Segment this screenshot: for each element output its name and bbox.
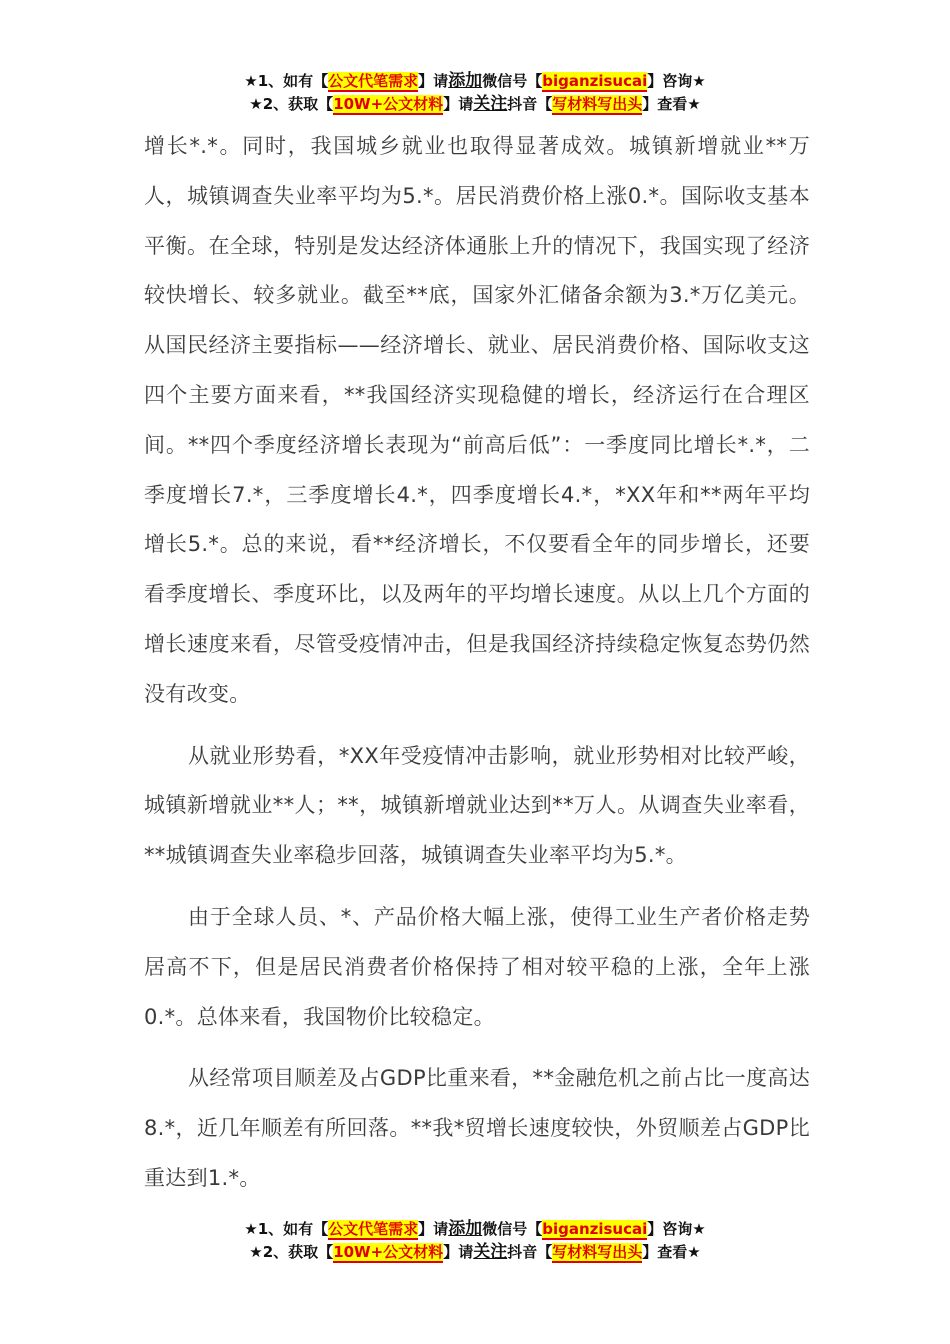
banner-line-2 bbox=[0, 93, 950, 116]
paragraph-3: 由于全球人员、*、产品价格大幅上涨，使得工业生产者价格走势居高不下，但是居民消费者价格保持了相对较平稳的上涨，全年上涨0.*。总体来看，我国物价比较稳定。 bbox=[144, 904, 810, 1029]
banner-text: 】请 bbox=[418, 1220, 449, 1238]
banner-emphasis: 添加 bbox=[448, 71, 483, 91]
banner-text: 】请 bbox=[418, 72, 449, 90]
paragraph-1: 增长*.*。同时，我国城乡就业也取得显著成效。城镇新增就业**万人，城镇调查失业率平均为5.*。居民消费价格上涨0.*。国际收支基本平衡。在全球，特别是发达经济体通胀上升的情况下，我国实现了经济较快增长、较多就业。截至**底，国家外汇储备余额为3.*万亿美元。从国民经济主要指标——经济增长、就业、居民消费价格、国际收支这四个主要方面来看，**我国经济实现稳健的增长，经济运行在合理区间。**四个季度经济增长表现为“前高后低”：一季度同比增长*.*，二季度增长7.*，三季度增长4.*，四季度增长4.*，*XX年和**两年平均增长5.*。总的来说，看**经济增长，不仅要看全年的同步增长，还要看季度增长、季度环比，以及两年的平均增长速度。从以上几个方面的增长速度来看，尽管受疫情冲击，但是我国经济持续稳定恢复态势仍然没有改变。 bbox=[144, 134, 810, 706]
banner-text: ★1、如有【 bbox=[244, 72, 329, 90]
paragraph-4: 从经常项目顺差及占GDP比重来看，**金融危机之前占比一度高达8.*，近几年顺差有所回落。**我*贸增长速度较快，外贸顺差占GDP比重达到1.*。 bbox=[144, 1066, 810, 1190]
highlight-service: 公文代笔需求 bbox=[328, 1220, 419, 1238]
banner-text: ★1、如有【 bbox=[244, 1220, 329, 1238]
highlight-wechat-id: biganzisucai bbox=[542, 72, 648, 90]
highlight-materials: 10W+公文材料 bbox=[333, 1243, 444, 1261]
banner-emphasis: 添加 bbox=[448, 1219, 483, 1239]
banner-emphasis: 关注 bbox=[473, 94, 508, 114]
highlight-service: 公文代笔需求 bbox=[328, 72, 419, 90]
banner-emphasis: 关注 bbox=[473, 1242, 508, 1262]
banner-text: 】咨询★ bbox=[647, 1220, 706, 1238]
banner-text: ★2、获取【 bbox=[249, 1243, 334, 1261]
banner-text: 】请 bbox=[443, 95, 474, 113]
banner-text: ★2、获取【 bbox=[249, 95, 334, 113]
highlight-materials: 10W+公文材料 bbox=[333, 95, 444, 113]
banner-text: 抖音【 bbox=[507, 95, 553, 113]
banner-line-1 bbox=[0, 1218, 950, 1241]
banner-line-1 bbox=[0, 70, 950, 93]
paragraph-2: 从就业形势看，*XX年受疫情冲击影响，就业形势相对比较严峻，城镇新增就业**人；**，城镇新增就业达到**万人。从调查失业率看，**城镇调查失业率稳步回落，城镇调查失业率平均为5.*。 bbox=[144, 743, 810, 868]
highlight-wechat-id: biganzisucai bbox=[542, 1220, 648, 1238]
banner-text: 抖音【 bbox=[507, 1243, 553, 1261]
banner-text: 】请 bbox=[443, 1243, 474, 1261]
banner-text: 】咨询★ bbox=[647, 72, 706, 90]
banner-line-2 bbox=[0, 1241, 950, 1264]
banner-text: 微信号【 bbox=[482, 1220, 543, 1238]
highlight-douyin: 写材料写出头 bbox=[552, 1243, 643, 1261]
banner-text: 】查看★ bbox=[642, 95, 701, 113]
footer-banner bbox=[0, 1218, 950, 1264]
banner-text: 微信号【 bbox=[482, 72, 543, 90]
document-body bbox=[144, 122, 810, 1216]
header-banner bbox=[0, 70, 950, 116]
highlight-douyin: 写材料写出头 bbox=[552, 95, 643, 113]
banner-text: 】查看★ bbox=[642, 1243, 701, 1261]
